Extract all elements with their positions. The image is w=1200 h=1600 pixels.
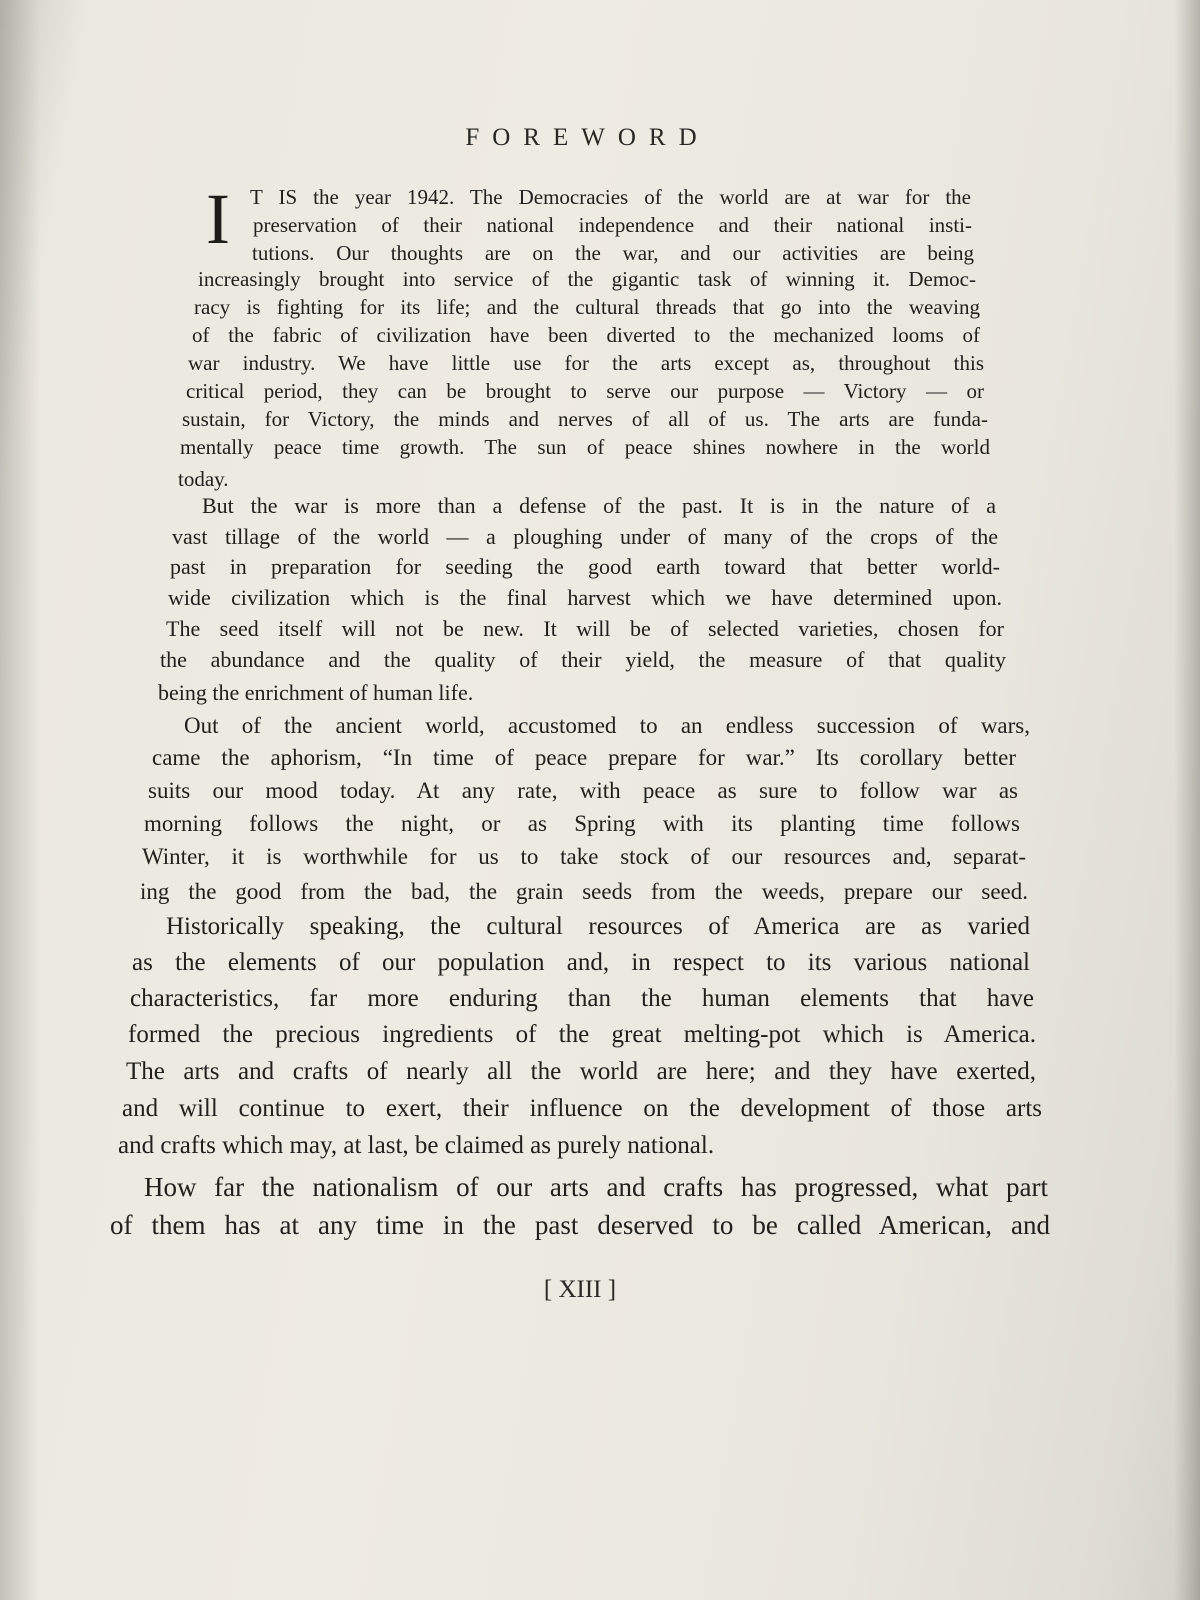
text-line: past in preparation for seeding the good earth toward that better world- [170, 554, 1000, 579]
text-line: of them has at any time in the past deserved to be called American, and [110, 1210, 1050, 1240]
text-line: the abundance and the quality of their yield, the measure of that quality [160, 647, 1006, 672]
text-line: The arts and crafts of nearly all the world are here; and they have exerted, [126, 1058, 1036, 1085]
text-line: mentally peace time growth. The sun of peace shines nowhere in the world [180, 435, 990, 459]
text-line: sustain, for Victory, the minds and nerves of all of us. The arts are funda- [182, 407, 988, 431]
text-line: But the war is more than a defense of the past. It is in the nature of a [202, 493, 996, 518]
text-line: being the enrichment of human life. [158, 680, 474, 705]
page-heading: FOREWORD [465, 124, 710, 151]
page-gutter-shadow [0, 0, 40, 1600]
text-line: of the fabric of civilization have been diverted to the mechanized looms of [192, 323, 980, 347]
text-line: Out of the ancient world, accustomed to an endless succession of wars, [184, 713, 1030, 738]
text-line: racy is fighting for its life; and the cultural threads that go into the weaving [194, 295, 980, 319]
drop-cap: I [206, 179, 230, 259]
text-line: vast tillage of the world — a ploughing under of many of the crops of the [172, 524, 998, 549]
text-line: critical period, they can be brought to serve our purpose — Victory — or [186, 379, 984, 403]
text-line: Historically speaking, the cultural resources of America are as varied [166, 913, 1030, 940]
text-line: and crafts which may, at last, be claimed as purely national. [118, 1132, 715, 1159]
text-line: came the aphorism, “In time of peace prepare for war.” Its corollary better [152, 745, 1016, 770]
text-line: suits our mood today. At any rate, with peace as sure to follow war as [148, 778, 1018, 803]
text-line: morning follows the night, or as Spring with its planting time follows [144, 811, 1020, 836]
text-line: The seed itself will not be new. It will be of selected varieties, chosen for [166, 616, 1004, 641]
text-line: increasingly brought into service of the gigantic task of winning it. Democ- [198, 267, 976, 291]
text-line: T IS the year 1942. The Democracies of the world are at war for the [250, 185, 971, 209]
text-line: today. [178, 467, 229, 491]
text-line: Winter, it is worthwhile for us to take stock of our resources and, separat- [142, 844, 1026, 869]
text-line: How far the nationalism of our arts and crafts has progressed, what part [144, 1172, 1048, 1202]
text-line: and will continue to exert, their influence on the development of those arts [122, 1095, 1042, 1122]
text-line: ing the good from the bad, the grain seeds from the weeds, prepare our seed. [140, 879, 1028, 904]
page-number: [ XIII ] [543, 1276, 617, 1303]
text-line: wide civilization which is the final harvest which we have determined upon. [168, 585, 1002, 610]
text-line: as the elements of our population and, in respect to its various national [132, 949, 1030, 976]
text-line: preservation of their national independence and their national insti- [253, 213, 972, 237]
page-edge [1174, 0, 1200, 1600]
text-line: formed the precious ingredients of the great melting-pot which is America. [128, 1021, 1036, 1048]
text-line: tutions. Our thoughts are on the war, and our activities are being [252, 241, 974, 265]
text-line: war industry. We have little use for the arts except as, throughout this [188, 351, 984, 375]
text-line: characteristics, far more enduring than the human elements that have [130, 985, 1034, 1012]
